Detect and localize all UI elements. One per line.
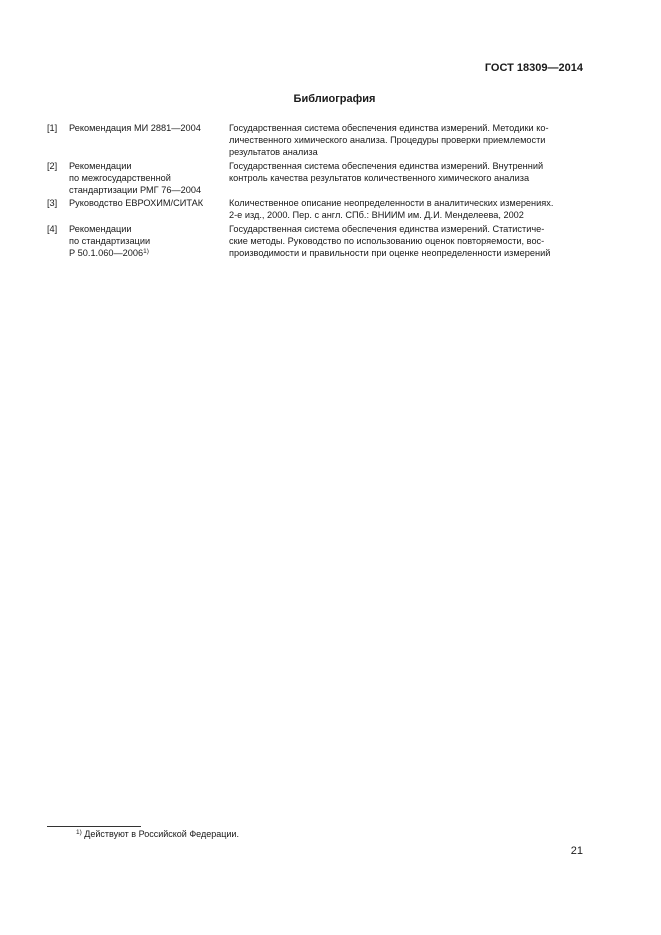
entry-description-line: личественного химического анализа. Процедуры проверки приемлемости <box>229 135 546 145</box>
footnote <box>76 829 239 839</box>
entry-reference-line: Р 50.1.060—2006 <box>69 247 144 258</box>
entry-reference <box>69 160 229 196</box>
entry-reference <box>69 223 229 259</box>
entry-reference-line: Рекомендации <box>69 223 132 234</box>
entry-reference-line: стандартизации РМГ 76—2004 <box>69 184 202 195</box>
footnote-mark: 1) <box>76 829 82 836</box>
bibliography-entry-1 <box>47 122 585 158</box>
entry-description-line: ские методы. Руководство по использованию оценок повторяемости, вос- <box>229 235 545 246</box>
entry-description-line: Государственная система обеспечения единства измерений. Методики ко- <box>229 123 549 133</box>
entry-description <box>229 122 585 158</box>
entry-description-spacer <box>229 184 585 196</box>
entry-description <box>229 197 585 221</box>
entry-description <box>229 223 585 259</box>
entry-reference-line: Рекомендация МИ 2881—2004 <box>69 123 201 133</box>
entry-number: [3] <box>47 198 58 208</box>
footnote-text: Действуют в Российской Федерации. <box>84 829 239 839</box>
entry-number: [4] <box>47 223 58 234</box>
page-number: 21 <box>570 845 583 857</box>
bibliography-list <box>47 122 585 260</box>
entry-reference-line: Руководство ЕВРОХИМ/СИТАК <box>69 198 204 208</box>
entry-reference-line: Рекомендации <box>69 160 132 171</box>
footnote-marker: 1) <box>143 247 149 255</box>
entry-reference <box>69 197 229 209</box>
entry-description-line: производимости и правильности при оценке неопределенности измерений <box>229 247 551 258</box>
section-title-wrap <box>0 93 661 105</box>
entry-description-line: Количественное описание неопределенности в аналитических измерениях. <box>229 198 554 208</box>
bibliography-entry-4 <box>47 223 585 259</box>
section-title: Библиография <box>293 93 376 105</box>
entry-description-line: Государственная система обеспечения единства измерений. Внутренний <box>229 160 544 171</box>
entry-description-line: результатов анализа <box>229 147 318 157</box>
entry-description-line: Государственная система обеспечения единства измерений. Статистиче- <box>229 223 545 234</box>
entry-description-line: 2-е изд., 2000. Пер. с англ. СПб.: ВНИИМ им. Д.И. Менделеева, 2002 <box>229 210 524 220</box>
bibliography-entry-2 <box>47 160 585 196</box>
entry-description-line: контроль качества результатов количественного химического анализа <box>229 172 530 183</box>
entry-description <box>229 160 585 196</box>
entry-reference-line: по межгосударственной <box>69 172 171 183</box>
entry-number: [2] <box>47 160 58 171</box>
entry-reference <box>69 122 229 134</box>
bibliography-entry-3 <box>47 197 585 221</box>
document-code: ГОСТ 18309—2014 <box>484 62 583 74</box>
entry-number: [1] <box>47 123 58 133</box>
entry-reference-line: по стандартизации <box>69 235 151 246</box>
entry-reference-line-with-note <box>69 247 229 259</box>
footnote-divider <box>47 826 141 827</box>
